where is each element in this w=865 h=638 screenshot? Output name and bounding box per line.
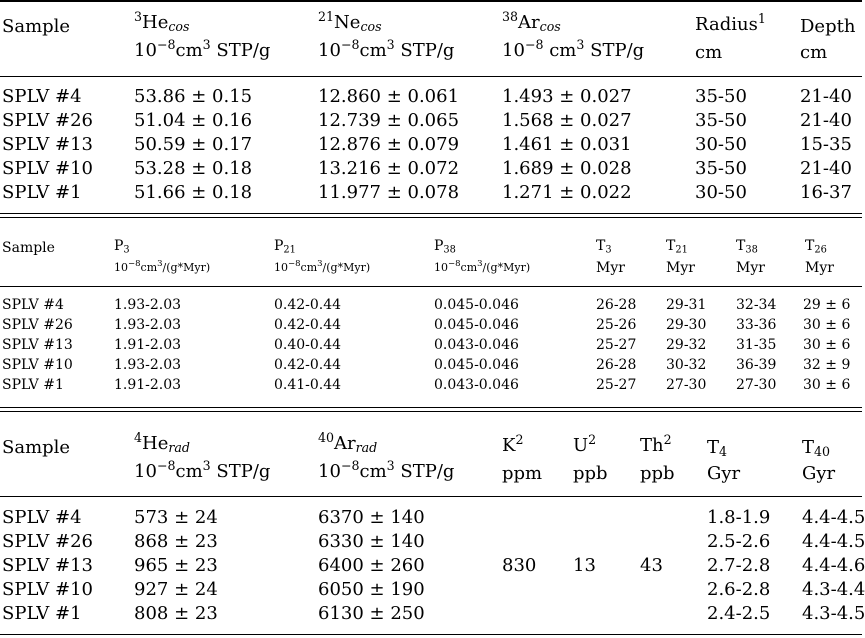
table1-bottom-rule-1 [0, 213, 862, 214]
table2-bottom-rule-1 [0, 407, 862, 408]
table2-cell-sample: SPLV #4 [2, 297, 64, 313]
t2-p38-unit: $10^{-8}cm^3/(g*Myr)$ [434, 258, 531, 274]
t2-t3-unit: Myr [596, 260, 625, 276]
t3-u-unit: ppb [573, 463, 608, 484]
table3-bottom-rule [0, 634, 862, 635]
table1-cell-ar: 1.271 ± 0.022 [502, 182, 632, 203]
t2-t21-header: $T_{21}$ [666, 238, 688, 256]
t2-p21-unit: $10^{-8}cm^3/(g*Myr)$ [274, 258, 371, 274]
table3-cell-he: 573 ± 24 [134, 507, 218, 528]
table3-cell-sample: SPLV #1 [2, 603, 82, 624]
table3-cell-ar: 6130 ± 250 [318, 603, 425, 624]
table2-cell-p3: 1.93-2.03 [114, 317, 182, 333]
table3-cell-sample: SPLV #4 [2, 507, 82, 528]
t2-t38-unit: Myr [736, 260, 765, 276]
table1-cell-radius: 35-50 [695, 86, 747, 107]
t3-t4-unit: Gyr [707, 463, 741, 484]
table2-cell-sample: SPLV #10 [2, 357, 73, 373]
table3-cell-t40: 4.3-4.5 [802, 603, 865, 624]
table1-cell-ne: 12.860 ± 0.061 [318, 86, 460, 107]
t1-depth-unit: cm [800, 42, 828, 63]
t2-t21-unit: Myr [666, 260, 695, 276]
table3-cell-t4: 2.5-2.6 [707, 531, 771, 552]
t1-he-header: $^3He_{cos}$ [134, 9, 190, 35]
table2-cell-sample: SPLV #26 [2, 317, 73, 333]
table3-header-rule [0, 496, 862, 497]
t1-depth-header: Depth [800, 16, 856, 37]
t3-k-unit: ppm [502, 463, 543, 484]
table2-cell-t21: 30-32 [666, 357, 707, 373]
table3-cell-t40: 4.4-4.5 [802, 531, 865, 552]
t3-t40-unit: Gyr [802, 463, 836, 484]
table1-header-rule [0, 76, 862, 77]
table2-cell-t38: 27-30 [736, 377, 777, 393]
t3-ar-header: $^{40}Ar_{rad}$ [318, 430, 378, 456]
t2-t38-header: $T_{38}$ [736, 238, 758, 256]
table3-cell-he: 927 ± 24 [134, 579, 218, 600]
table2-cell-p21: 0.42-0.44 [274, 357, 342, 373]
table3-cell-sample: SPLV #13 [2, 555, 93, 576]
t2-p38-header: $P_{38}$ [434, 238, 456, 256]
table1-top-rule [0, 0, 862, 2]
table1-cell-he: 53.28 ± 0.18 [134, 158, 253, 179]
table3-cell-t40: 4.4-4.5 [802, 507, 865, 528]
table1-cell-radius: 35-50 [695, 110, 747, 131]
t3-u-value: 13 [573, 555, 596, 576]
table3-cell-ar: 6330 ± 140 [318, 531, 425, 552]
table2-bottom-rule-2 [0, 411, 862, 412]
table2-cell-p38: 0.045-0.046 [434, 297, 519, 313]
table1-cell-ar: 1.568 ± 0.027 [502, 110, 632, 131]
t2-sample-header: Sample [2, 240, 55, 256]
table3-cell-sample: SPLV #26 [2, 531, 93, 552]
t3-he-header: $^4He_{rad}$ [134, 430, 190, 456]
table2-cell-p21: 0.42-0.44 [274, 297, 342, 313]
table1-cell-sample: SPLV #4 [2, 86, 82, 107]
table1-cell-ne: 12.876 ± 0.079 [318, 134, 460, 155]
table1-bottom-rule-2 [0, 217, 862, 218]
t2-t26-header: $T_{26}$ [805, 238, 827, 256]
t3-th-header: Th$^2$ [640, 432, 672, 456]
table3-cell-ar: 6400 ± 260 [318, 555, 425, 576]
table2-cell-p21: 0.40-0.44 [274, 337, 342, 353]
table1-cell-depth: 15-35 [800, 134, 852, 155]
table1-cell-radius: 30-50 [695, 182, 747, 203]
table3-cell-t4: 1.8-1.9 [707, 507, 771, 528]
table1-cell-depth: 21-40 [800, 158, 852, 179]
table1-cell-depth: 21-40 [800, 110, 852, 131]
table2-cell-t38: 32-34 [736, 297, 777, 313]
table2-cell-t3: 25-27 [596, 337, 637, 353]
table3-cell-t4: 2.4-2.5 [707, 603, 771, 624]
t3-k-value: 830 [502, 555, 537, 576]
table1-cell-ne: 13.216 ± 0.072 [318, 158, 460, 179]
table3-cell-ar: 6050 ± 190 [318, 579, 425, 600]
t3-k-header: $K^2$ [502, 432, 524, 456]
table1-cell-sample: SPLV #26 [2, 110, 93, 131]
table1-cell-radius: 30-50 [695, 134, 747, 155]
t3-th-value: 43 [640, 555, 663, 576]
table2-cell-t3: 25-26 [596, 317, 637, 333]
t2-p3-unit: $10^{-8}cm^3/(g*Myr)$ [114, 258, 211, 274]
table2-header-rule [0, 286, 862, 287]
table2-cell-p3: 1.91-2.03 [114, 377, 182, 393]
t3-th-unit: ppb [640, 463, 675, 484]
t1-ne-unit: $10^{-8}cm^3$ STP/g [318, 37, 455, 61]
table1-cell-depth: 21-40 [800, 86, 852, 107]
table1-cell-ar: 1.461 ± 0.031 [502, 134, 632, 155]
table3-cell-t40: 4.3-4.4 [802, 579, 865, 600]
table2-cell-t38: 36-39 [736, 357, 777, 373]
table2-cell-p21: 0.42-0.44 [274, 317, 342, 333]
table2-cell-sample: SPLV #13 [2, 337, 73, 353]
t1-he-unit: $10^{-8}cm^3$ STP/g [134, 37, 271, 61]
table1-cell-depth: 16-37 [800, 182, 852, 203]
table3-cell-sample: SPLV #10 [2, 579, 93, 600]
table1-cell-he: 51.04 ± 0.16 [134, 110, 253, 131]
table2-cell-t26: 30 ± 6 [803, 337, 851, 353]
table2-cell-t3: 26-28 [596, 297, 637, 313]
table2-cell-p38: 0.043-0.046 [434, 377, 519, 393]
t1-radius-header: Radius$^1$ [695, 11, 766, 35]
t1-radius-unit: cm [695, 42, 723, 63]
t3-t4-header: $T_4$ [707, 437, 728, 460]
table2-cell-t26: 30 ± 6 [803, 317, 851, 333]
table2-cell-p21: 0.41-0.44 [274, 377, 342, 393]
table1-cell-radius: 35-50 [695, 158, 747, 179]
table2-cell-t21: 29-32 [666, 337, 707, 353]
table3-cell-he: 965 ± 23 [134, 555, 218, 576]
table1-cell-sample: SPLV #10 [2, 158, 93, 179]
table3-cell-t4: 2.7-2.8 [707, 555, 771, 576]
table2-cell-p38: 0.045-0.046 [434, 317, 519, 333]
table2-cell-t21: 29-30 [666, 317, 707, 333]
table2-cell-t38: 31-35 [736, 337, 777, 353]
table2-cell-p38: 0.045-0.046 [434, 357, 519, 373]
table1-cell-ar: 1.689 ± 0.028 [502, 158, 632, 179]
t1-ar-unit: $10^{-8}$ $cm^3$ STP/g [502, 37, 645, 61]
t1-ar-header: $^{38}Ar_{cos}$ [502, 9, 561, 35]
table1-cell-he: 51.66 ± 0.18 [134, 182, 253, 203]
table2-cell-t26: 29 ± 6 [803, 297, 851, 313]
table3-cell-he: 868 ± 23 [134, 531, 218, 552]
table1-cell-ar: 1.493 ± 0.027 [502, 86, 632, 107]
table1-cell-sample: SPLV #13 [2, 134, 93, 155]
table2-cell-p3: 1.93-2.03 [114, 297, 182, 313]
table2-cell-p3: 1.93-2.03 [114, 357, 182, 373]
table3-cell-ar: 6370 ± 140 [318, 507, 425, 528]
t1-sample-header: Sample [2, 16, 71, 37]
table2-cell-t3: 25-27 [596, 377, 637, 393]
t2-t26-unit: Myr [805, 260, 834, 276]
table1-cell-ne: 12.739 ± 0.065 [318, 110, 460, 131]
t3-t40-header: $T_{40}$ [802, 437, 831, 460]
table2-cell-sample: SPLV #1 [2, 377, 64, 393]
table2-cell-t38: 33-36 [736, 317, 777, 333]
table3-cell-he: 808 ± 23 [134, 603, 218, 624]
t3-he-unit: $10^{-8}cm^3$ STP/g [134, 458, 271, 482]
t2-p3-header: $P_3$ [114, 238, 130, 256]
t3-ar-unit: $10^{-8}cm^3$ STP/g [318, 458, 455, 482]
t3-u-header: $U^2$ [573, 432, 597, 456]
table1-cell-he: 53.86 ± 0.15 [134, 86, 253, 107]
table3-cell-t4: 2.6-2.8 [707, 579, 771, 600]
t2-t3-header: $T_3$ [596, 238, 612, 256]
table2-cell-t26: 30 ± 6 [803, 377, 851, 393]
table2-cell-p3: 1.91-2.03 [114, 337, 182, 353]
table3-cell-t40: 4.4-4.6 [802, 555, 865, 576]
t3-sample-header: Sample [2, 437, 71, 458]
table2-cell-p38: 0.043-0.046 [434, 337, 519, 353]
t1-ne-header: $^{21}Ne_{cos}$ [318, 9, 382, 35]
table1-cell-he: 50.59 ± 0.17 [134, 134, 253, 155]
table2-cell-t21: 27-30 [666, 377, 707, 393]
t2-p21-header: $P_{21}$ [274, 238, 296, 256]
table1-cell-ne: 11.977 ± 0.078 [318, 182, 460, 203]
table2-cell-t21: 29-31 [666, 297, 707, 313]
table2-cell-t3: 26-28 [596, 357, 637, 373]
table1-cell-sample: SPLV #1 [2, 182, 82, 203]
table2-cell-t26: 32 ± 9 [803, 357, 851, 373]
